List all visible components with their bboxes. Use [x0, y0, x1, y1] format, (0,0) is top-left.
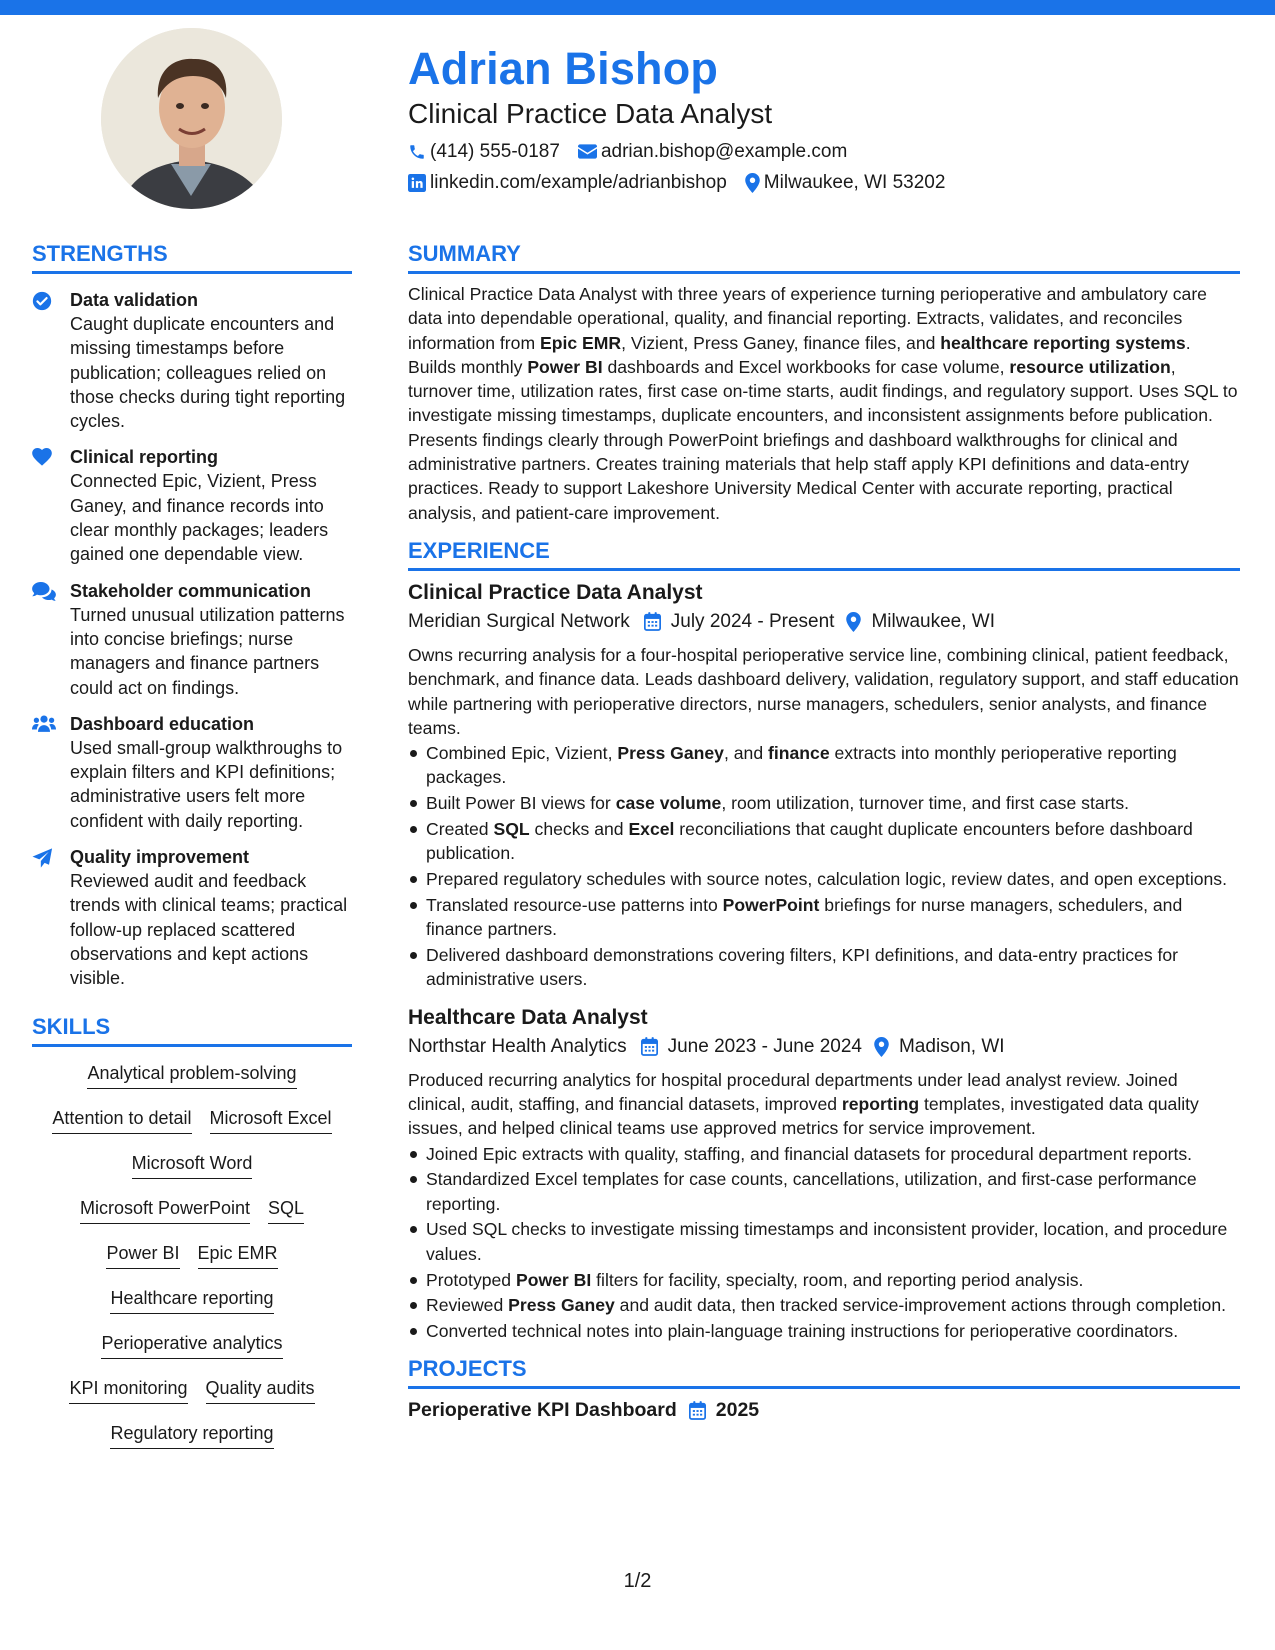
strength-item	[32, 712, 352, 833]
strength-item	[32, 445, 352, 566]
bullet-text: Prototyped	[426, 1269, 516, 1290]
strength-desc: Reviewed audit and feedback trends with clinical teams; practical follow-up replaced scattered observations and kept actions visible.	[70, 871, 348, 989]
bullet-text: briefings for nurse managers, schedulers, and finance partners.	[426, 894, 1183, 940]
job-bullets	[408, 1142, 1240, 1344]
skill-row	[32, 1061, 352, 1106]
project-name: Perioperative KPI Dashboard	[408, 1399, 677, 1422]
summary-bold-term: Epic EMR	[540, 332, 622, 353]
bullet-bold-term: SQL	[493, 819, 530, 840]
bullet-text: Joined Epic extracts with quality, staffing, and financial datasets for procedural department reports.	[426, 1143, 1193, 1164]
bullet-text: checks and	[529, 819, 629, 840]
skill-tag: Epic EMR	[198, 1241, 278, 1269]
profile-photo-illustration	[101, 28, 282, 209]
phone-text: (414) 555-0187	[430, 140, 560, 162]
job-title: Clinical Practice Data Analyst	[408, 580, 703, 604]
job-description: Owns recurring analysis for a four-hospital perioperative service line, combining clinical, patient feedback, benchmark, and finance data. Leads dashboard delivery, validation, regulatory support, and staff education while partnering with perioperative directors, nurse managers, schedulers, senior analysts, and finance teams.	[408, 644, 1239, 738]
job-dates	[641, 1032, 862, 1062]
summary-text: . Builds monthly	[408, 332, 1191, 377]
candidate-role: Clinical Practice Data Analyst	[408, 98, 773, 129]
strength-item	[32, 288, 352, 433]
job-bullet-item	[408, 791, 1240, 815]
job-location-text: Milwaukee, WI	[871, 610, 995, 632]
linkedin-contact[interactable]	[408, 172, 727, 194]
job-company: Meridian Surgical Network	[408, 610, 630, 632]
location-contact	[745, 172, 946, 194]
job-description	[408, 1068, 1240, 1141]
skills-section	[32, 1013, 352, 1466]
strength-title: Dashboard education	[70, 713, 255, 734]
skill-tag: Quality audits	[206, 1376, 315, 1404]
skill-tag: SQL	[268, 1196, 304, 1224]
skill-tag: Microsoft Word	[132, 1151, 253, 1179]
skill-tag: Analytical problem-solving	[87, 1061, 296, 1089]
job-meta	[408, 1032, 1240, 1062]
contact-line-2	[408, 167, 1248, 198]
location-text: Milwaukee, WI 53202	[763, 171, 946, 193]
summary-bold-term: Power BI	[527, 356, 603, 377]
skills-heading: SKILLS	[32, 1013, 352, 1047]
strength-item	[32, 845, 352, 990]
projects-heading: PROJECTS	[408, 1355, 1240, 1389]
summary-text: Clinical Practice Data Analyst with three years of experience turning perioperative and ambulatory care data into dependable operational, quality, and financial reporting. Extracts, validates, and reconciles information from	[408, 284, 1207, 353]
job-company: Northstar Health Analytics	[408, 1035, 627, 1057]
bullet-text: Built Power BI views for	[426, 793, 616, 814]
bullet-bold-term: Excel	[628, 819, 675, 840]
skill-tag: Regulatory reporting	[110, 1421, 273, 1449]
job-bullet-item	[408, 817, 1240, 866]
strength-item	[32, 579, 352, 700]
summary-bold-term: healthcare reporting systems	[940, 332, 1186, 353]
calendar-icon	[641, 1037, 658, 1056]
job-bullet-item	[408, 867, 1240, 891]
bullet-text: , room utilization, turnover time, and first case starts.	[721, 793, 1130, 814]
summary-text: , Vizient, Press Ganey, finance files, and	[621, 332, 941, 353]
bullet-bold-term: case volume	[615, 793, 722, 814]
job-bullet-item	[408, 1268, 1240, 1292]
strength-title: Clinical reporting	[70, 447, 219, 468]
job-bullet-item	[408, 1319, 1240, 1343]
bullet-text: reconciliations that caught duplicate encounters before dashboard publication.	[426, 819, 1193, 864]
summary-bold-term: resource utilization	[1009, 356, 1171, 377]
job-bullet-item	[408, 1167, 1240, 1216]
strength-desc: Connected Epic, Vizient, Press Ganey, and finance records into clear monthly packages; leaders gained one dependable view.	[70, 471, 329, 565]
projects-section	[408, 1355, 1240, 1425]
bullet-text: Delivered dashboard demonstrations covering filters, KPI definitions, and data-entry practices for administrative users.	[426, 945, 1179, 990]
job-bullet-item	[408, 741, 1240, 790]
strength-title: Data validation	[70, 290, 199, 310]
skill-tag: Attention to detail	[52, 1106, 191, 1134]
skill-tag: Microsoft PowerPoint	[80, 1196, 250, 1224]
bullet-text: filters for facility, specialty, room, and reporting period analysis.	[591, 1269, 1084, 1290]
bullet-text: Standardized Excel templates for case counts, cancellations, utilization, and first-case performance reporting.	[426, 1169, 1197, 1214]
map-pin-icon	[846, 612, 861, 632]
linkedin-text: linkedin.com/example/adrianbishop	[430, 171, 727, 193]
job-bullet-item	[408, 893, 1240, 942]
skill-tag: Healthcare reporting	[110, 1286, 273, 1314]
job-meta	[408, 607, 1240, 637]
summary-text	[408, 282, 1240, 525]
email-text: adrian.bishop@example.com	[600, 140, 848, 162]
strength-title: Quality improvement	[70, 847, 250, 868]
job-bullet-item	[408, 1217, 1240, 1266]
job-location-text: Madison, WI	[898, 1035, 1005, 1057]
strength-desc: Turned unusual utilization patterns into concise briefings; nurse managers and finance partners could act on findings.	[70, 604, 345, 698]
strengths-heading: STRENGTHS	[32, 240, 352, 274]
project-year: 2025	[715, 1399, 760, 1422]
skill-tag: Microsoft Excel	[210, 1106, 332, 1134]
heart-icon	[32, 448, 52, 466]
bullet-text: Created	[426, 819, 494, 840]
calendar-icon	[644, 612, 661, 631]
phone-icon	[408, 143, 426, 161]
skill-row	[32, 1151, 352, 1196]
job-bullet-item	[408, 1142, 1240, 1166]
candidate-name: Adrian Bishop	[408, 43, 719, 94]
check-circle-icon	[32, 291, 52, 311]
skill-row	[32, 1106, 352, 1151]
job-dates-text: June 2023 - June 2024	[667, 1035, 862, 1057]
left-column	[32, 240, 352, 1466]
project-item	[408, 1395, 1240, 1425]
envelope-icon	[578, 144, 597, 159]
resume-header	[408, 40, 1248, 198]
summary-heading: SUMMARY	[408, 240, 1240, 274]
bullet-text: Combined Epic, Vizient,	[426, 743, 618, 764]
summary-text: dashboards and Excel workbooks for case volume,	[602, 356, 1010, 377]
bullet-bold-term: Press Ganey	[508, 1295, 615, 1316]
job-entry	[408, 1004, 1240, 1344]
skill-row	[32, 1241, 352, 1286]
email-contact[interactable]	[578, 141, 847, 163]
comments-icon	[32, 582, 56, 601]
skill-tag: Power BI	[106, 1241, 179, 1269]
bullet-text: extracts into monthly perioperative reporting packages.	[426, 743, 1177, 788]
map-pin-icon	[745, 173, 760, 193]
page-number: 1/2	[623, 1570, 652, 1592]
right-column	[408, 240, 1240, 1425]
job-description-bold-term: reporting	[841, 1093, 920, 1114]
top-accent-bar	[0, 0, 1275, 15]
summary-text: , turnover time, utilization rates, first case on-time starts, audit findings, and regulatory support. Uses SQL to investigate missing timestamps, duplicate encounters, and inconsistent assignments before publication. Presents findings clearly through PowerPoint briefings and dashboard walkthroughs for clinical and administrative partners. Creates training materials that help staff apply KPI definitions and data-entry practices. Ready to support Lakeshore University Medical Center with accurate reporting, practical analysis, and patient-care improvement.	[408, 356, 1238, 523]
calendar-icon	[689, 1401, 706, 1420]
skill-tag: KPI monitoring	[69, 1376, 187, 1404]
job-bullets	[408, 741, 1240, 991]
phone-contact[interactable]	[408, 141, 560, 163]
contact-line-1	[408, 136, 1248, 167]
job-dates	[644, 607, 835, 637]
job-bullet-item	[408, 943, 1240, 992]
job-description-text: Produced recurring analytics for hospital procedural departments under lead analyst review. Joined clinical, audit, staffing, and financial datasets, improved	[408, 1069, 1178, 1114]
skills-list	[32, 1061, 352, 1466]
linkedin-icon	[408, 174, 426, 192]
skill-row	[32, 1421, 352, 1466]
paper-plane-icon	[32, 848, 53, 868]
bullet-bold-term: Power BI	[515, 1269, 592, 1290]
strength-title: Stakeholder communication	[70, 580, 312, 601]
bullet-text: , and	[723, 743, 769, 764]
skill-row	[32, 1196, 352, 1241]
job-dates-text: July 2024 - Present	[670, 610, 835, 632]
bullet-text: Converted technical notes into plain-language training instructions for perioperative coordinators.	[426, 1321, 1179, 1342]
strength-desc: Caught duplicate encounters and missing timestamps before publication; colleagues relied on those checks during tight reporting cycles.	[70, 314, 346, 432]
strengths-list	[32, 288, 352, 991]
job-bullet-item	[408, 1293, 1240, 1317]
skill-row	[32, 1286, 352, 1331]
bullet-text: Used SQL checks to investigate missing timestamps and inconsistent provider, location, and procedure values.	[426, 1219, 1228, 1264]
skill-tag: Perioperative analytics	[101, 1331, 282, 1359]
bullet-text: Reviewed	[426, 1295, 509, 1316]
bullet-text: Prepared regulatory schedules with source notes, calculation logic, review dates, and open exceptions.	[426, 869, 1227, 890]
job-title: Healthcare Data Analyst	[408, 1005, 648, 1029]
experience-section	[408, 537, 1240, 1343]
job-location	[874, 1032, 1005, 1062]
experience-heading: EXPERIENCE	[408, 537, 1240, 571]
bullet-text: and audit data, then tracked service-improvement actions through completion.	[614, 1295, 1227, 1316]
skill-row	[32, 1376, 352, 1421]
bullet-bold-term: PowerPoint	[722, 894, 820, 915]
map-pin-icon	[874, 1037, 889, 1057]
profile-photo	[101, 28, 282, 209]
skill-row	[32, 1331, 352, 1376]
strength-desc: Used small-group walkthroughs to explain filters and KPI definitions; administrative users felt more confident with daily reporting.	[70, 737, 343, 831]
job-entry	[408, 579, 1240, 992]
bullet-bold-term: Press Ganey	[617, 743, 724, 764]
job-description-text: templates, investigated data quality issues, and helped clinical teams use approved metrics for service improvement.	[408, 1093, 1199, 1139]
bullet-bold-term: finance	[768, 743, 830, 764]
users-icon	[32, 715, 56, 732]
bullet-text: Translated resource-use patterns into	[426, 894, 723, 915]
job-location	[846, 607, 995, 637]
